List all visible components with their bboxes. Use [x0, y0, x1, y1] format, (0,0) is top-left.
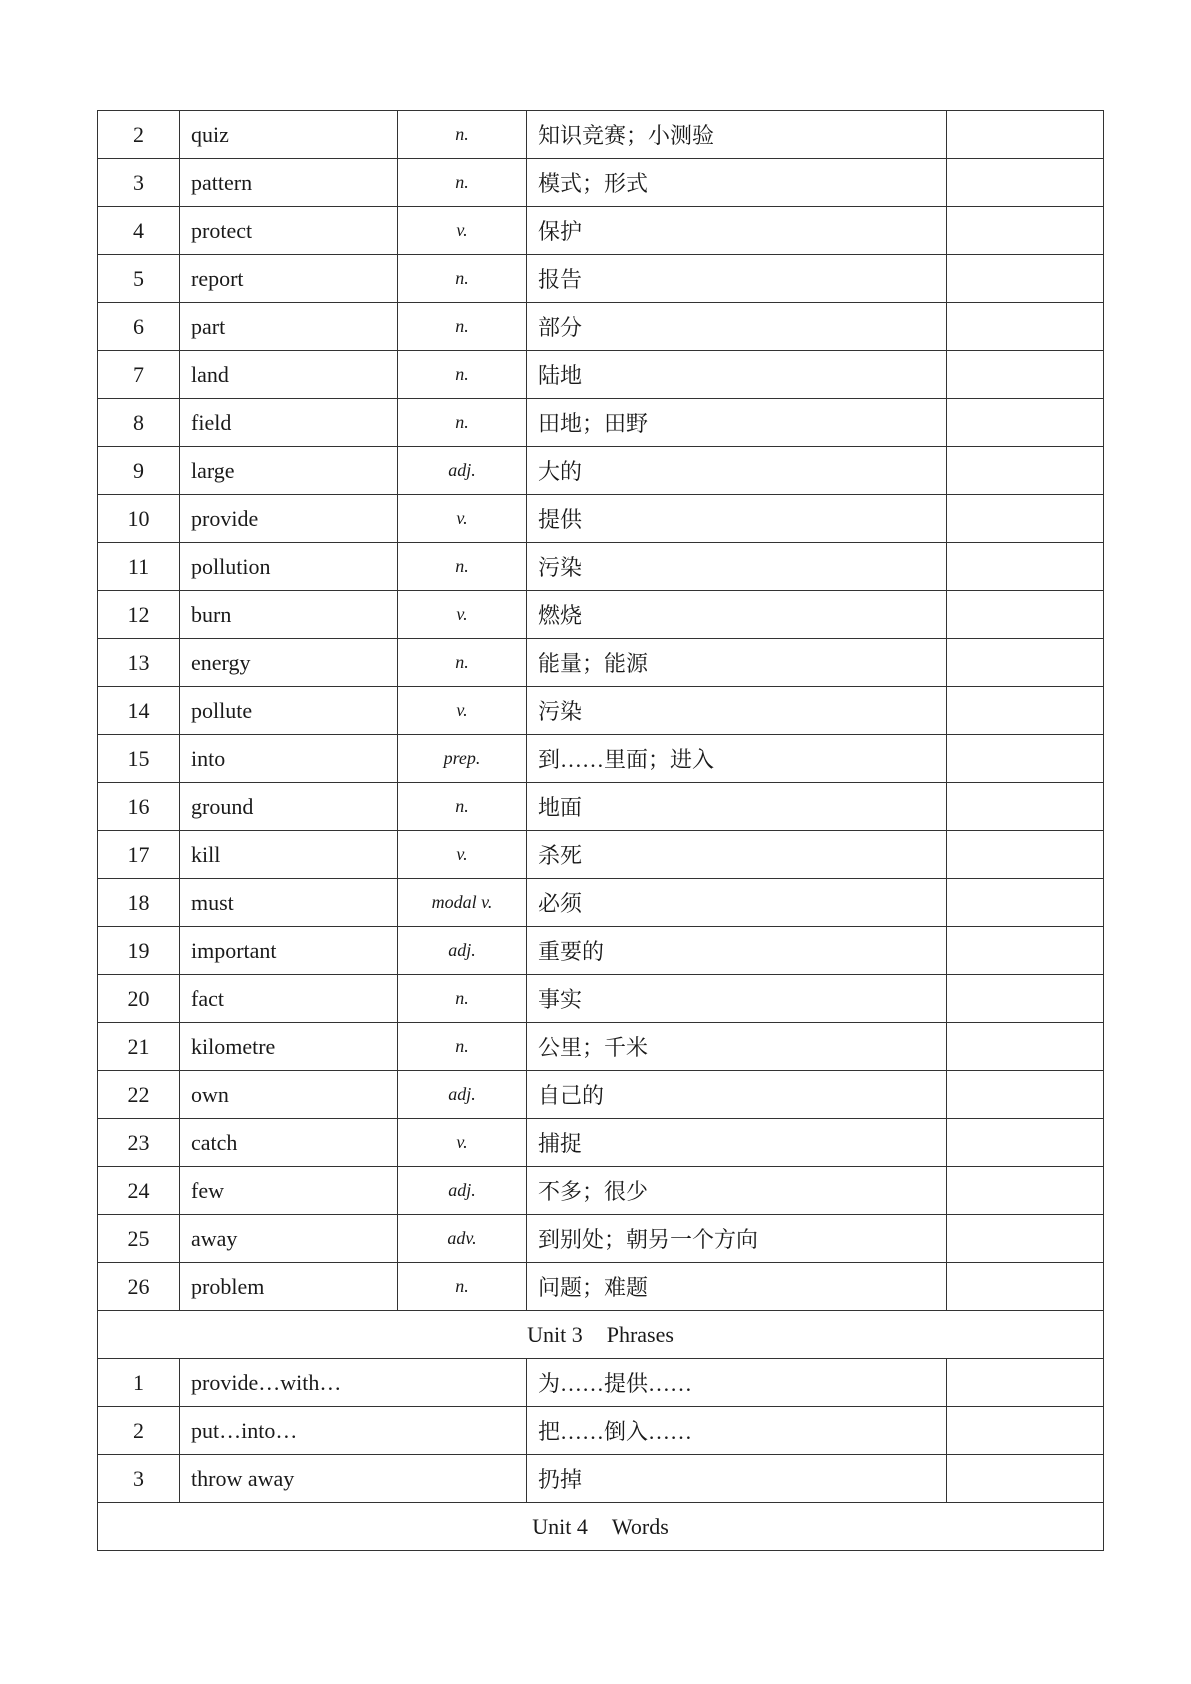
meaning-cell: 模式；形式 [527, 159, 947, 207]
blank-cell [947, 351, 1104, 399]
blank-cell [947, 1071, 1104, 1119]
phrase-cell: provide…with… [180, 1359, 527, 1407]
word-cell: catch [180, 1119, 398, 1167]
row-number: 2 [98, 1407, 180, 1455]
meaning-cell: 地面 [527, 783, 947, 831]
word-row [98, 1215, 1104, 1263]
part-of-speech-cell: n. [398, 303, 527, 351]
word-cell: kilometre [180, 1023, 398, 1071]
blank-cell [947, 447, 1104, 495]
meaning-cell: 报告 [527, 255, 947, 303]
blank-cell [947, 255, 1104, 303]
part-of-speech-cell: modal v. [398, 879, 527, 927]
word-row [98, 1071, 1104, 1119]
row-number: 15 [98, 735, 180, 783]
part-of-speech-cell: n. [398, 639, 527, 687]
phrase-row [98, 1455, 1104, 1503]
row-number: 16 [98, 783, 180, 831]
word-cell: ground [180, 783, 398, 831]
unit3-phrases-body [98, 1359, 1104, 1503]
word-cell: energy [180, 639, 398, 687]
part-of-speech-cell: v. [398, 591, 527, 639]
word-row [98, 879, 1104, 927]
part-of-speech-cell: v. [398, 495, 527, 543]
word-cell: pollute [180, 687, 398, 735]
blank-cell [947, 543, 1104, 591]
word-row [98, 1023, 1104, 1071]
part-of-speech-cell: n. [398, 255, 527, 303]
section-unit: Unit 4 [532, 1513, 588, 1539]
part-of-speech-cell: n. [398, 111, 527, 159]
row-number: 6 [98, 303, 180, 351]
section-label: Words [611, 1513, 669, 1539]
word-row [98, 399, 1104, 447]
row-number: 25 [98, 1215, 180, 1263]
part-of-speech-cell: n. [398, 1263, 527, 1311]
word-cell: pattern [180, 159, 398, 207]
phrase-cell: put…into… [180, 1407, 527, 1455]
section-header-row [98, 1503, 1104, 1551]
row-number: 3 [98, 1455, 180, 1503]
word-cell: kill [180, 831, 398, 879]
word-row [98, 783, 1104, 831]
word-row [98, 831, 1104, 879]
row-number: 4 [98, 207, 180, 255]
word-row [98, 927, 1104, 975]
word-cell: land [180, 351, 398, 399]
word-row [98, 207, 1104, 255]
phrase-cell: throw away [180, 1455, 527, 1503]
row-number: 10 [98, 495, 180, 543]
row-number: 21 [98, 1023, 180, 1071]
word-cell: few [180, 1167, 398, 1215]
word-row [98, 1263, 1104, 1311]
row-number: 14 [98, 687, 180, 735]
blank-cell [947, 207, 1104, 255]
meaning-cell: 事实 [527, 975, 947, 1023]
part-of-speech-cell: n. [398, 1023, 527, 1071]
word-row [98, 159, 1104, 207]
blank-cell [947, 495, 1104, 543]
part-of-speech-cell: n. [398, 975, 527, 1023]
word-cell: report [180, 255, 398, 303]
row-number: 23 [98, 1119, 180, 1167]
word-cell: fact [180, 975, 398, 1023]
section-header [98, 1311, 1104, 1359]
word-cell: burn [180, 591, 398, 639]
meaning-cell: 问题；难题 [527, 1263, 947, 1311]
meaning-cell: 把……倒入…… [527, 1407, 947, 1455]
word-cell: important [180, 927, 398, 975]
blank-cell [947, 399, 1104, 447]
word-cell: away [180, 1215, 398, 1263]
phrase-row [98, 1359, 1104, 1407]
blank-cell [947, 927, 1104, 975]
unit3-phrases-section [98, 1311, 1104, 1359]
word-row [98, 975, 1104, 1023]
part-of-speech-cell: n. [398, 399, 527, 447]
part-of-speech-cell: v. [398, 1119, 527, 1167]
part-of-speech-cell: v. [398, 207, 527, 255]
blank-cell [947, 735, 1104, 783]
blank-cell [947, 303, 1104, 351]
part-of-speech-cell: prep. [398, 735, 527, 783]
part-of-speech-cell: v. [398, 687, 527, 735]
meaning-cell: 燃烧 [527, 591, 947, 639]
row-number: 26 [98, 1263, 180, 1311]
word-cell: must [180, 879, 398, 927]
word-cell: into [180, 735, 398, 783]
word-row [98, 495, 1104, 543]
meaning-cell: 污染 [527, 543, 947, 591]
row-number: 19 [98, 927, 180, 975]
section-header-row [98, 1311, 1104, 1359]
meaning-cell: 扔掉 [527, 1455, 947, 1503]
blank-cell [947, 111, 1104, 159]
part-of-speech-cell: adj. [398, 447, 527, 495]
row-number: 20 [98, 975, 180, 1023]
part-of-speech-cell: adv. [398, 1215, 527, 1263]
meaning-cell: 污染 [527, 687, 947, 735]
blank-cell [947, 1263, 1104, 1311]
unit3-words-body [98, 111, 1104, 1311]
blank-cell [947, 591, 1104, 639]
blank-cell [947, 159, 1104, 207]
word-row [98, 303, 1104, 351]
meaning-cell: 田地；田野 [527, 399, 947, 447]
part-of-speech-cell: n. [398, 543, 527, 591]
word-cell: part [180, 303, 398, 351]
row-number: 7 [98, 351, 180, 399]
row-number: 2 [98, 111, 180, 159]
word-cell: problem [180, 1263, 398, 1311]
word-row [98, 255, 1104, 303]
word-row [98, 735, 1104, 783]
word-cell: pollution [180, 543, 398, 591]
meaning-cell: 公里；千米 [527, 1023, 947, 1071]
meaning-cell: 不多；很少 [527, 1167, 947, 1215]
word-row [98, 591, 1104, 639]
word-row [98, 1167, 1104, 1215]
meaning-cell: 杀死 [527, 831, 947, 879]
word-cell: field [180, 399, 398, 447]
part-of-speech-cell: adj. [398, 927, 527, 975]
blank-cell [947, 1455, 1104, 1503]
section-header [98, 1503, 1104, 1551]
row-number: 22 [98, 1071, 180, 1119]
blank-cell [947, 1215, 1104, 1263]
row-number: 11 [98, 543, 180, 591]
word-row [98, 687, 1104, 735]
row-number: 12 [98, 591, 180, 639]
blank-cell [947, 1407, 1104, 1455]
row-number: 8 [98, 399, 180, 447]
meaning-cell: 到别处；朝另一个方向 [527, 1215, 947, 1263]
blank-cell [947, 1119, 1104, 1167]
word-row [98, 351, 1104, 399]
meaning-cell: 必须 [527, 879, 947, 927]
part-of-speech-cell: adj. [398, 1071, 527, 1119]
row-number: 18 [98, 879, 180, 927]
section-unit: Unit 3 [527, 1321, 583, 1347]
row-number: 24 [98, 1167, 180, 1215]
word-cell: own [180, 1071, 398, 1119]
blank-cell [947, 639, 1104, 687]
row-number: 17 [98, 831, 180, 879]
part-of-speech-cell: n. [398, 783, 527, 831]
part-of-speech-cell: adj. [398, 1167, 527, 1215]
part-of-speech-cell: n. [398, 351, 527, 399]
blank-cell [947, 975, 1104, 1023]
meaning-cell: 重要的 [527, 927, 947, 975]
word-cell: provide [180, 495, 398, 543]
blank-cell [947, 831, 1104, 879]
blank-cell [947, 1167, 1104, 1215]
row-number: 5 [98, 255, 180, 303]
meaning-cell: 自己的 [527, 1071, 947, 1119]
row-number: 13 [98, 639, 180, 687]
meaning-cell: 保护 [527, 207, 947, 255]
word-row [98, 1119, 1104, 1167]
word-cell: protect [180, 207, 398, 255]
meaning-cell: 陆地 [527, 351, 947, 399]
part-of-speech-cell: n. [398, 159, 527, 207]
word-row [98, 111, 1104, 159]
vocabulary-table [97, 110, 1104, 1551]
row-number: 3 [98, 159, 180, 207]
unit4-words-section [98, 1503, 1104, 1551]
blank-cell [947, 879, 1104, 927]
row-number: 1 [98, 1359, 180, 1407]
phrase-row [98, 1407, 1104, 1455]
meaning-cell: 捕捉 [527, 1119, 947, 1167]
meaning-cell: 为……提供…… [527, 1359, 947, 1407]
word-cell: large [180, 447, 398, 495]
meaning-cell: 大的 [527, 447, 947, 495]
blank-cell [947, 1359, 1104, 1407]
meaning-cell: 到……里面；进入 [527, 735, 947, 783]
meaning-cell: 部分 [527, 303, 947, 351]
word-row [98, 447, 1104, 495]
section-label: Phrases [606, 1321, 674, 1347]
meaning-cell: 知识竞赛；小测验 [527, 111, 947, 159]
word-cell: quiz [180, 111, 398, 159]
blank-cell [947, 1023, 1104, 1071]
word-row [98, 543, 1104, 591]
blank-cell [947, 783, 1104, 831]
meaning-cell: 能量；能源 [527, 639, 947, 687]
blank-cell [947, 687, 1104, 735]
part-of-speech-cell: v. [398, 831, 527, 879]
row-number: 9 [98, 447, 180, 495]
word-row [98, 639, 1104, 687]
meaning-cell: 提供 [527, 495, 947, 543]
